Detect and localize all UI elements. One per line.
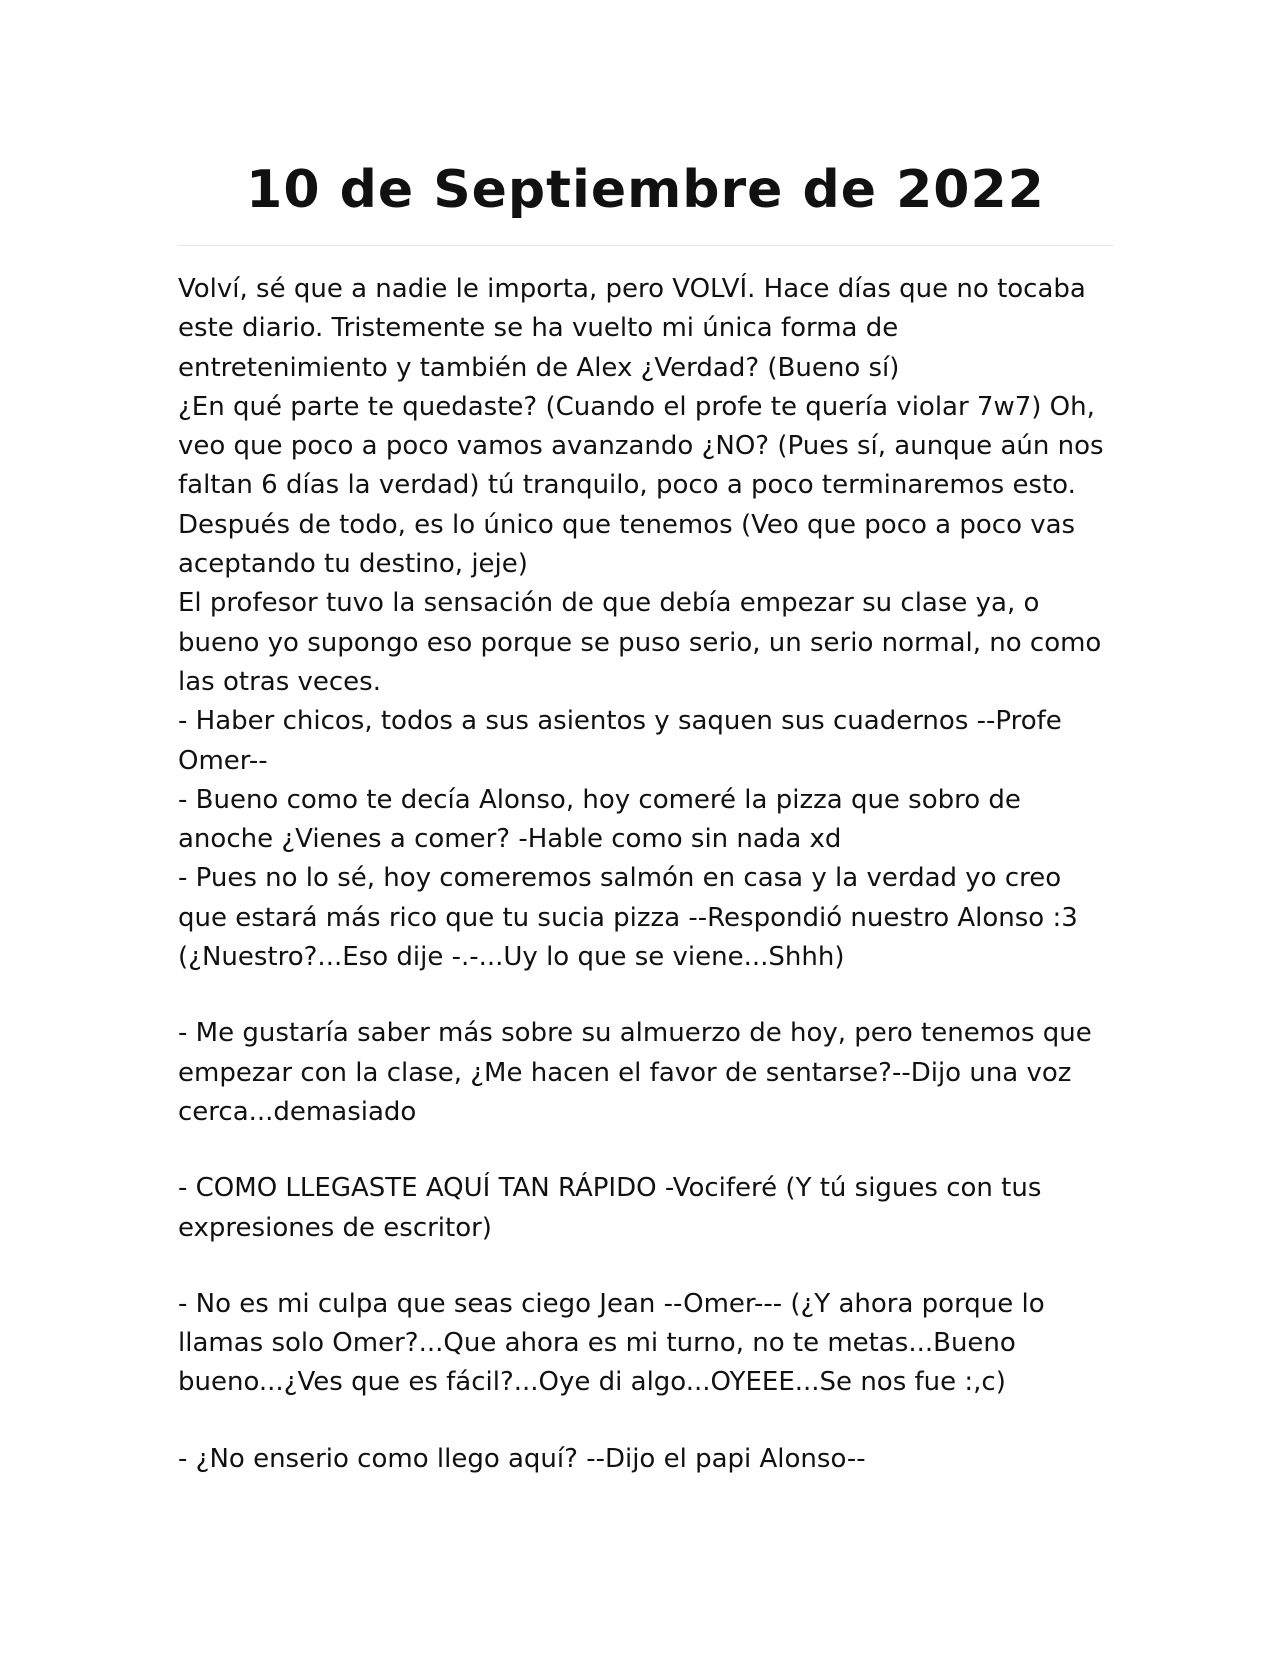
dialogue-line: - Pues no lo sé, hoy comeremos salmón en casa y la verdad yo creo que estará más rico que tu sucia pizza --Respondió nuestro Alonso :3 (¿Nuestro?...Eso dije -.-...Uy lo que se viene...Shhh): [178, 863, 1078, 973]
paragraph-gap: [178, 1248, 1113, 1285]
title-divider: [178, 245, 1113, 246]
paragraph-where-you-left: ¿En qué parte te quedaste? (Cuando el profe te quería violar 7w7) Oh, veo que poco a poco vamos avanzando ¿NO? (Pues sí, aunque aún nos faltan 6 días la verdad) tú tranquilo, poco a poco terminaremos esto. Después de todo, es lo único que tenemos (Veo que poco a poco vas aceptando tu destino, jeje): [178, 391, 1104, 580]
dialogue-line: - COMO LLEGASTE AQUÍ TAN RÁPIDO -Vociferé (Y tú sigues con tus expresiones de escritor): [178, 1173, 1042, 1243]
paragraph-gap: [178, 1132, 1113, 1169]
document-page: [178, 150, 1113, 1479]
document-body: [178, 270, 1113, 1479]
dialogue-line: - Bueno como te decía Alonso, hoy comeré la pizza que sobro de anoche ¿Vienes a comer? -Hable como sin nada xd: [178, 784, 1021, 855]
dialogue-line: - Me gustaría saber más sobre su almuerzo de hoy, pero tenemos que empezar con la clase, ¿Me hacen el favor de sentarse?--Dijo una voz cerca...demasiado: [178, 1018, 1092, 1127]
paragraph-intro: Volví, sé que a nadie le importa, pero VOLVÍ. Hace días que no tocaba este diario. Tristemente se ha vuelto mi única forma de entretenimiento y también de Alex ¿Verdad? (Bueno sí): [178, 274, 1086, 383]
dialogue-line: - Haber chicos, todos a sus asientos y saquen sus cuadernos --Profe Omer--: [178, 706, 1062, 776]
paragraph-gap: [178, 977, 1113, 1014]
dialogue-line: - No es mi culpa que seas ciego Jean --Omer--- (¿Y ahora porque lo llamas solo Omer?...Que ahora es mi turno, no te metas...Bueno bueno...¿Ves que es fácil?...Oye di algo...OYEEE...Se nos fue :,c): [178, 1288, 1045, 1398]
dialogue-line: - ¿No enserio como llego aquí? --Dijo el papi Alonso--: [178, 1443, 866, 1474]
paragraph-professor: El profesor tuvo la sensación de que debía empezar su clase ya, o bueno yo supongo eso porque se puso serio, un serio normal, no como las otras veces.: [178, 588, 1102, 697]
paragraph-gap: [178, 1403, 1113, 1440]
page-title: 10 de Septiembre de 2022: [246, 160, 1045, 220]
